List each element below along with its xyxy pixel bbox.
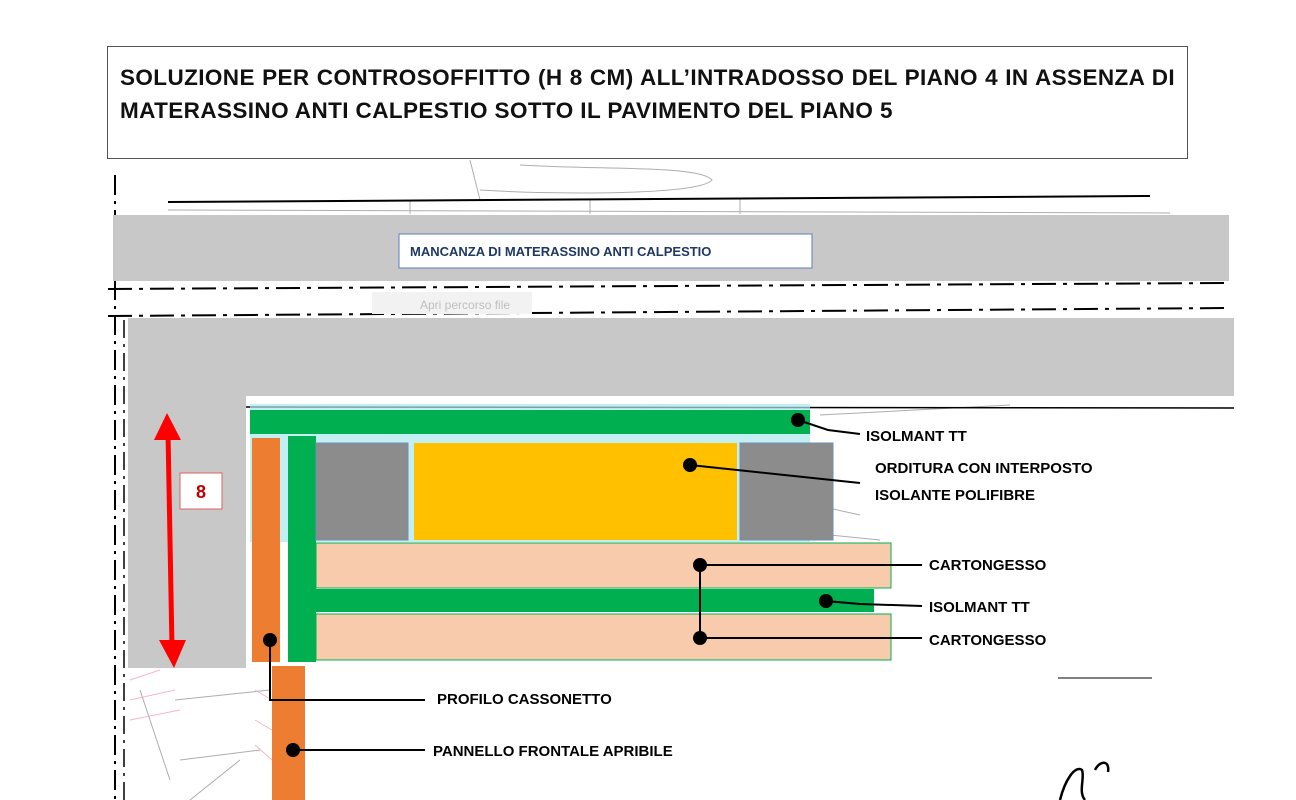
stud-left bbox=[316, 443, 408, 540]
label-orditura-1: ORDITURA CON INTERPOSTO bbox=[875, 460, 1093, 477]
label-isolmant-top: ISOLMANT TT bbox=[866, 428, 967, 445]
dimension-value: 8 bbox=[195, 482, 207, 502]
background-hatching bbox=[130, 670, 272, 760]
label-orditura-2: ISOLANTE POLIFIBRE bbox=[875, 487, 1036, 504]
isolmant-top bbox=[250, 410, 810, 434]
label-pannello: PANNELLO FRONTALE APRIBILE bbox=[433, 743, 673, 760]
pannello-frontale bbox=[272, 666, 305, 800]
isolmant-vertical bbox=[288, 436, 316, 662]
note-text: MANCANZA DI MATERASSINO ANTI CALPESTIO bbox=[410, 244, 712, 259]
stud-right bbox=[740, 443, 833, 540]
title-box bbox=[107, 46, 1188, 159]
page-title: SOLUZIONE PER CONTROSOFFITTO (H 8 CM) ALL’INTRADOSSO DEL PIANO 4 IN ASSENZA DI MATERASSINO ANTI CALPESTIO SOTTO IL PAVIMENTO DEL PIANO 5 bbox=[120, 65, 1175, 123]
label-profilo: PROFILO CASSONETTO bbox=[437, 691, 612, 708]
label-cartongesso-lower: CARTONGESSO bbox=[929, 632, 1047, 649]
isolmant-middle bbox=[316, 589, 874, 612]
handwriting-mark bbox=[1060, 763, 1108, 800]
upper-slab-top-line bbox=[168, 196, 1150, 202]
dashdot-line-1 bbox=[108, 283, 1228, 289]
label-isolmant-middle: ISOLMANT TT bbox=[929, 599, 1030, 616]
label-cartongesso-upper: CARTONGESSO bbox=[929, 557, 1047, 574]
insulation-polifibre bbox=[414, 443, 737, 540]
profilo-cassonetto bbox=[252, 438, 280, 662]
dashdot-line-2 bbox=[108, 308, 1228, 316]
ghost-text: Apri percorso file bbox=[420, 298, 511, 312]
